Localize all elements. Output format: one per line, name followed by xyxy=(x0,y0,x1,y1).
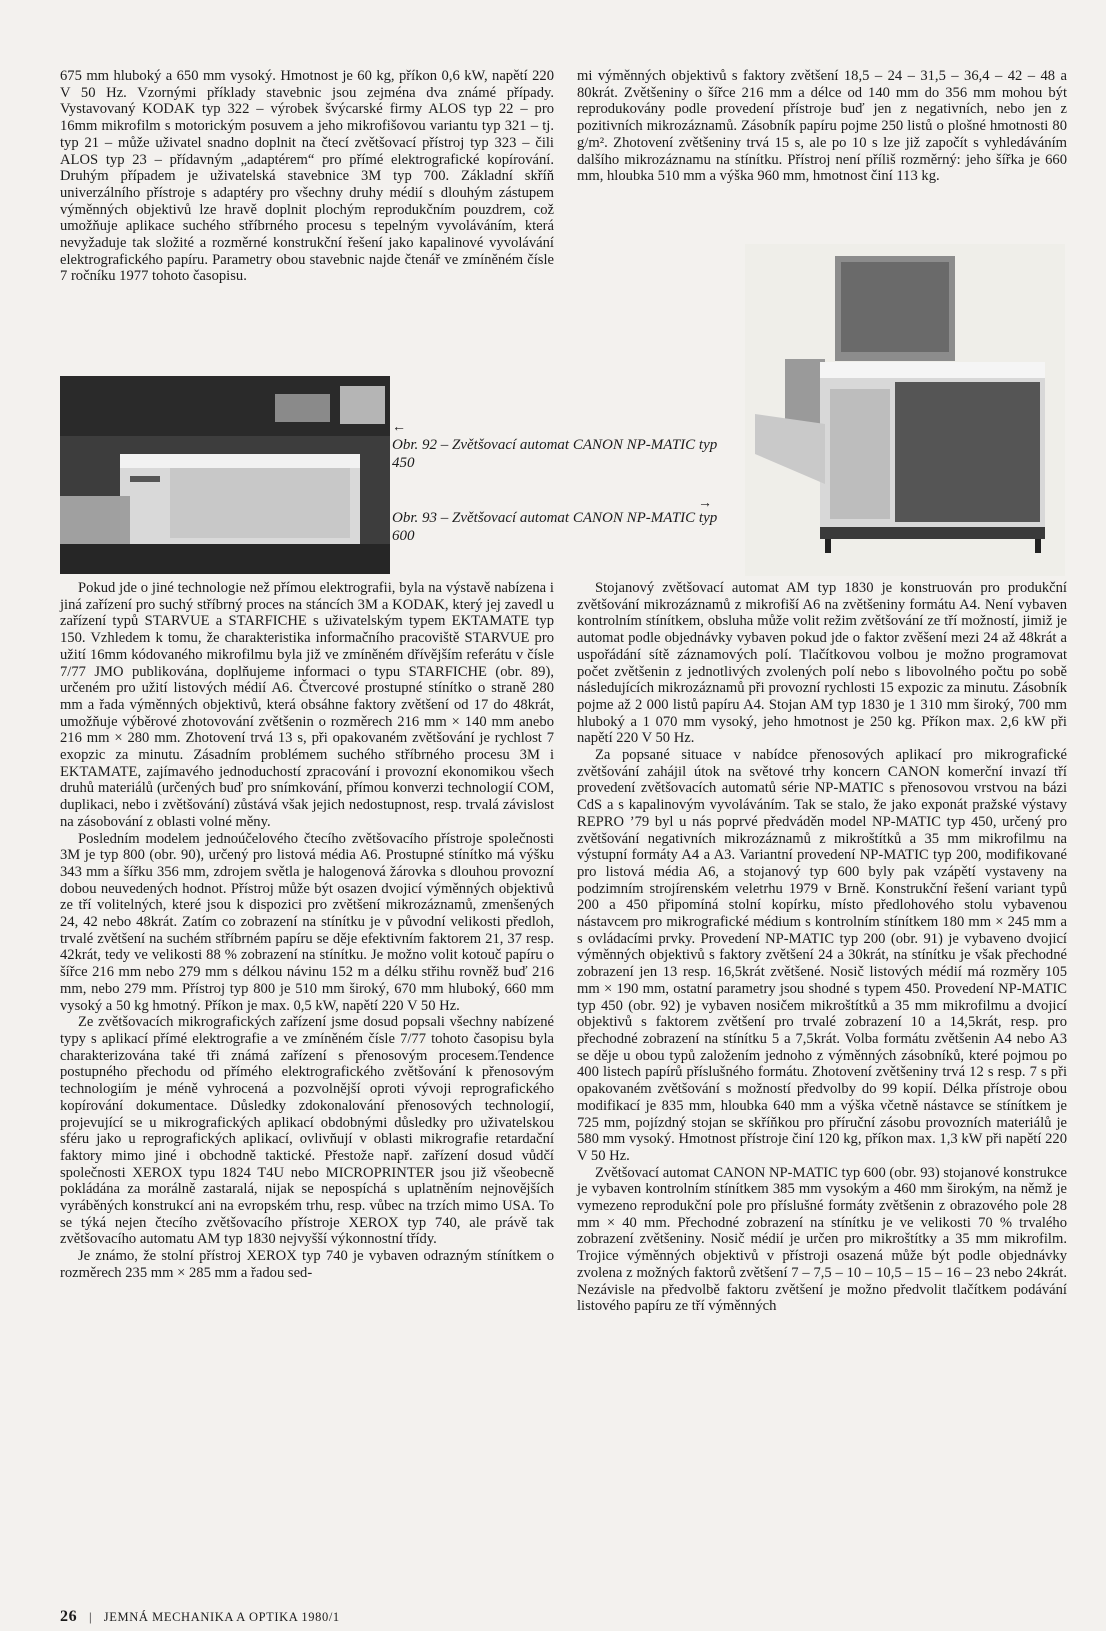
photo-92-illustration xyxy=(60,376,390,574)
caption-fig-92: Obr. 92 – Zvětšovací automat CANON NP-MATIC typ 450 xyxy=(392,437,718,471)
photo-canon-np-matic-600 xyxy=(745,244,1065,576)
right-paragraph-2: Za popsané situace v nabídce přenosových aplikací pro mikrografické zvětšování zahájil útok na světové trhy koncern CANON komerční invazí tří provedení zvětšovacích automatů série NP-MATIC s přenosovou vrstvou na bázi CdS a s kapalinovým vyvoláváním. Tak se stalo, že jako exponát pražské výstavy REPRO ’79 byl u nás poprvé předváděn model NP-MATIC typ 450, určený pro zvětšování negativních mikrozáznamů z mikroštítků a 35 mm mikrofilmu na výstupní formáty A4 a A3. Variantní provedení NP-MATIC typ 200, modifikované pro listová média A6, a stojanový typ 600 byly pak vzápětí vystaveny na podzimním strojírenském veletrhu 1979 v Brně. Konstrukční řešení variant typů 200 a 450 připomíná stolní kopírku, místo předlohového stolu vybavenou nástavcem pro mikrografické médium s kontrolním stínítkem 180 mm × 245 mm a s ovládacími prvky. Provedení NP-MATIC typ 200 (obr. 91) je vybaveno dvojicí výměnných objektivů s faktory zvětšení 24 a 30krát, na stínítku je však přechodné zobrazení jen 13 resp. 16,5krát zvětšené. Nosič listových médií má rozměry 105 mm × 190 mm, ostatní parametry jsou shodné s typem 450. Provedení NP-MATIC typ 450 (obr. 92) je vybaven nosičem mikroštítků a 35 mm mikrofilmu a dvojicí objektivů s faktorem zvětšení pro trvalé zobrazení 10 a 14,5krát, resp. pro přechodné zobrazení na stínítku 5 a 7,5krát. Volba formátu zvětšenin A4 nebo A3 se děje u obou typů založením jednoho z výměnných zásobníků, které pojmou po 400 listech papírů příslušného formátu. Zhotovení zvětšeniny trvá 12 s resp. 7 s při opakovaném zvětšování s možností předvolby do 99 kopií. Délka přístroje obou modifikací je 835 mm, hloubka 640 mm a výška včetně nástavce se stínítkem je 725 mm, pojízdný stojan se skříňkou pro příruční zásobu provozních materiálů je 580 mm vysoký. Hmotnost přístroje činí 120 kg, příkon max. 1,3 kW při napětí 220 V 50 Hz. xyxy=(577,747,1067,1164)
footer-separator: | xyxy=(88,1610,93,1624)
caption-93-arrow: → xyxy=(698,496,712,511)
caption-fig-93: Obr. 93 – Zvětšovací automat CANON NP-MATIC typ 600 xyxy=(392,510,718,544)
left-paragraph-1: Pokud jde o jiné technologie než přímou elektrografii, byla na výstavě nabízena i jiná zařízení pro suchý stříbrný proces na stáncích 3M a KODAK, který jej zavedl u zařízení typů STARVUE a STARFICHE s uživatelským typem EKTAMATE typ 150. Vzhledem k tomu, že charakteristika informačního pracoviště STARVUE pro užití 16mm kódovaného mikrofilmu byla již ve zmíněném dřívějším referátu v čísle 7/77 JMO publikována, doplňujeme informaci o typu STARFICHE (obr. 89), určeném pro užití listových médií A6. Čtvercové prostupné stínítko o straně 280 mm a řada výměnných objektivů, která obsáhne faktory zvětšení od 17 do 48krát, umožňuje výběrové zhotovování zvětšenin o rozměrech 216 mm × 140 mm anebo 216 mm × 280 mm. Zhotovení trvá 13 s, při opakovaném zvětšování je rychlost 7 exopzic za minutu. Zásadním problémem suchého stříbrného procesu 3M i EKTAMATE, zajímavého jednoduchostí zpracování i provozní ekonomikou všech druhů materiálů (určených buď pro snímkování, přímou konverzi technologií COM, duplikaci, nebo i zvětšování) zůstává však jejich nedostupnost, resp. trvalá závislost na zásobování z oblasti volné měny. xyxy=(60,580,554,830)
right-column xyxy=(577,580,1067,1315)
right-paragraph-1: Stojanový zvětšovací automat AM typ 1830 je konstruován pro produkční zvětšování mikrozáznamů z mikrofiší A6 na zvětšeniny formátu A4. Není vybaven kontrolním stínítkem, obsluha může volit režim zvětšování ze tří možností, jimiž je automat podle objednávky vybaven pokud jde o faktor zvěšení mezi 24 až 48krát a uspořádání sítě záznamových polí. Tlačítkovou volbou je možno programovat počet zvětšenin z jednotlivých zvolených polí nebo s libovolného počtu po sobě následujících mikrozáznamů při provozní rychlosti 15 expozic za minutu. Zásobník pojme až 2 000 listů papíru A4. Stojan AM typ 1830 je 1 310 mm široký, 700 mm hluboký a 1 070 mm vysoký, jeho hmotnost je 250 kg. Příkon max. 2,6 kW při napětí 220 V 50 Hz. xyxy=(577,580,1067,747)
intro-right-text: mi výměnných objektivů s faktory zvětšení 18,5 – 24 – 31,5 – 36,4 – 42 – 48 a 80krát. Zvětšeniny o šířce 216 mm a délce od 140 mm do 356 mm mohou být reprodukovány podle provedení přístroje buď jen z negativních, nebo jen z pozitivních mikrozáznamů. Zásobník papíru pojme 250 listů o plošné hmotnosti 80 g/m². Zhotovení zvětšeniny trvá 15 s, ale po 10 s lze již započít s vyhledáváním dalšího mikrozáznamu na stínítku. Přístroj není příliš rozměrný: jeho šířka je 660 mm, hloubka 510 mm a výška 960 mm, hmotnost činí 113 kg. xyxy=(577,68,1067,185)
journal-title: JEMNÁ MECHANIKA A OPTIKA 1980/1 xyxy=(103,1610,340,1624)
right-paragraph-3: Zvětšovací automat CANON NP-MATIC typ 600 (obr. 93) stojanové konstrukce je vybaven kontrolním stínítkem 385 mm vysokým a 460 mm širokým, na němž je vymezeno reprodukční pole pro příslušné formáty zvětšenin z obrazového pole 28 mm × 40 mm. Přechodné zobrazení na stínítku je ve velikosti 70 % trvalého zobrazení zvětšeniny. Nosič médií je určen pro mikroštítky a 35 mm mikrofilm. Trojice výměnných objektivů v přístroji osazená může být podle objednávky zvolena z možných faktorů zvětšení 7 – 7,5 – 10 – 10,5 – 15 – 16 – 23 nebo 24krát. Nezávisle na předvolbě faktoru zvětšení je možno předvolit tlačítkem podávání listového papíru ze tří výměnných xyxy=(577,1164,1067,1315)
left-paragraph-3: Ze zvětšovacích mikrografických zařízení jsme dosud popsali všechny nabízené typy s aplikací přímé elektrografie a ve zmíněném čísle 7/77 tohoto časopisu byla charakterizována také tři známá zařízení s přenosovým procesem.Tendence postupného přechodu od přímého elektrografického zvětšování k přenosovým technologiím je méně vyhrocená a pozvolnější oproti vývoji reprografického kopírování dokumentace. Důsledky zdokonalování přenosových technologií, projevující se u mikrografických aplikací obdobnými důsledky pro uživatelskou sféru jako u reprografických aplikací, ovlivňují v oblasti mikrografie retardační faktory mimo jiné i obchodně taktické. Přestože např. zařízení dosud vůdčí společnosti XEROX typu 1824 T4U nebo MICROPRINTER jsou již všeobecně pokládána za morálně zastaralá, nijak se nepospíchá s uplatněním nejnovějších vyráběných konstrukcí ani na evropském trhu, resp. vůbec na trzích mimo USA. To se týká nejen čtecího zvětšovacího přístroje XEROX typ 740, ale právě tak zvětšovacího automatu AM typ 1830 nejvyšší výkonnostní třídy. xyxy=(60,1014,554,1248)
left-paragraph-2: Posledním modelem jednoúčelového čtecího zvětšovacího přístroje společnosti 3M je typ 800 (obr. 90), určený pro listová média A6. Prostupné stínítko má výšku 343 mm a šířku 356 mm, zdrojem světla je halogenová žárovka s dlouhou provozní dobou neuvedených hodnot. Přístroj může být osazen dvojicí výměnných objektivů ze tří volitelných, které jsou k dispozici pro zvětšení mikrozáznamů, zmenšených 24, 42 nebo 48krát. Zatím co zobrazení na stínítku je v původní velikosti předloh, trvalé zvětšení na suchém stříbrném papíru se děje efektivním faktorem 21, 37 resp. 42krát, tedy ve velikosti 88 % zobrazení na stínítku. Je možno volit kotouč papíru o šířce 216 mm nebo 279 mm s délkou návinu 152 m a délku střihu rovněž buď 216 mm, nebo 279 mm. Přístroj typ 800 je 510 mm široký, 670 mm hluboký, 660 mm vysoký a 50 kg hmotný. Příkon je max. 0,5 kW, napětí 220 V 50 Hz. xyxy=(60,830,554,1014)
left-paragraph-4: Je známo, že stolní přístroj XEROX typ 740 je vybaven odrazným stínítkem o rozměrech 235 mm × 285 mm a řadou sed- xyxy=(60,1248,554,1281)
caption-92-arrow: ← xyxy=(392,420,406,435)
intro-left-text: 675 mm hluboký a 650 mm vysoký. Hmotnost je 60 kg, příkon 0,6 kW, napětí 220 V 50 Hz. Vzornými příklady stavebnic jsou zejména dva známé případy. Vystavovaný KODAK typ 322 – výrobek švýcarské firmy ALOS typ 22 – pro 16mm mikrofilm s motorickým posuvem a jeho mikrofišovou variantu typ 321 – tj. typ 21 – může uživatel snadno doplnit na čtecí zvětšovací přístroj typ 323 – čili ALOS typ 23 – přídavným „adaptérem“ pro přímé elektrografické kopírování. Druhým případem je uživatelská stavebnice 3M typ 700. Základní skříň univerzálního přístroje s adaptéry pro všechny druhy médií s dlouhým zástupem výměnných objektivů lze hravě doplnit plochým reprodukčním pouzdrem, což umožňuje aplikace suchého stříbrného procesu s tepelným vyvoláváním, která nevyžaduje tak složité a rozměrné konstrukční řešení jako kapalinové vyvolávání elektrografického papíru. Parametry obou stavebnic najde čtenář ve zmíněném čísle 7 ročníku 1977 tohoto časopisu. xyxy=(60,68,554,285)
page-footer xyxy=(60,1608,660,1626)
page-number: 26 xyxy=(60,1608,78,1625)
left-column xyxy=(60,580,554,1282)
photo-canon-np-matic-450 xyxy=(60,376,390,574)
photo-93-illustration xyxy=(745,244,1065,576)
